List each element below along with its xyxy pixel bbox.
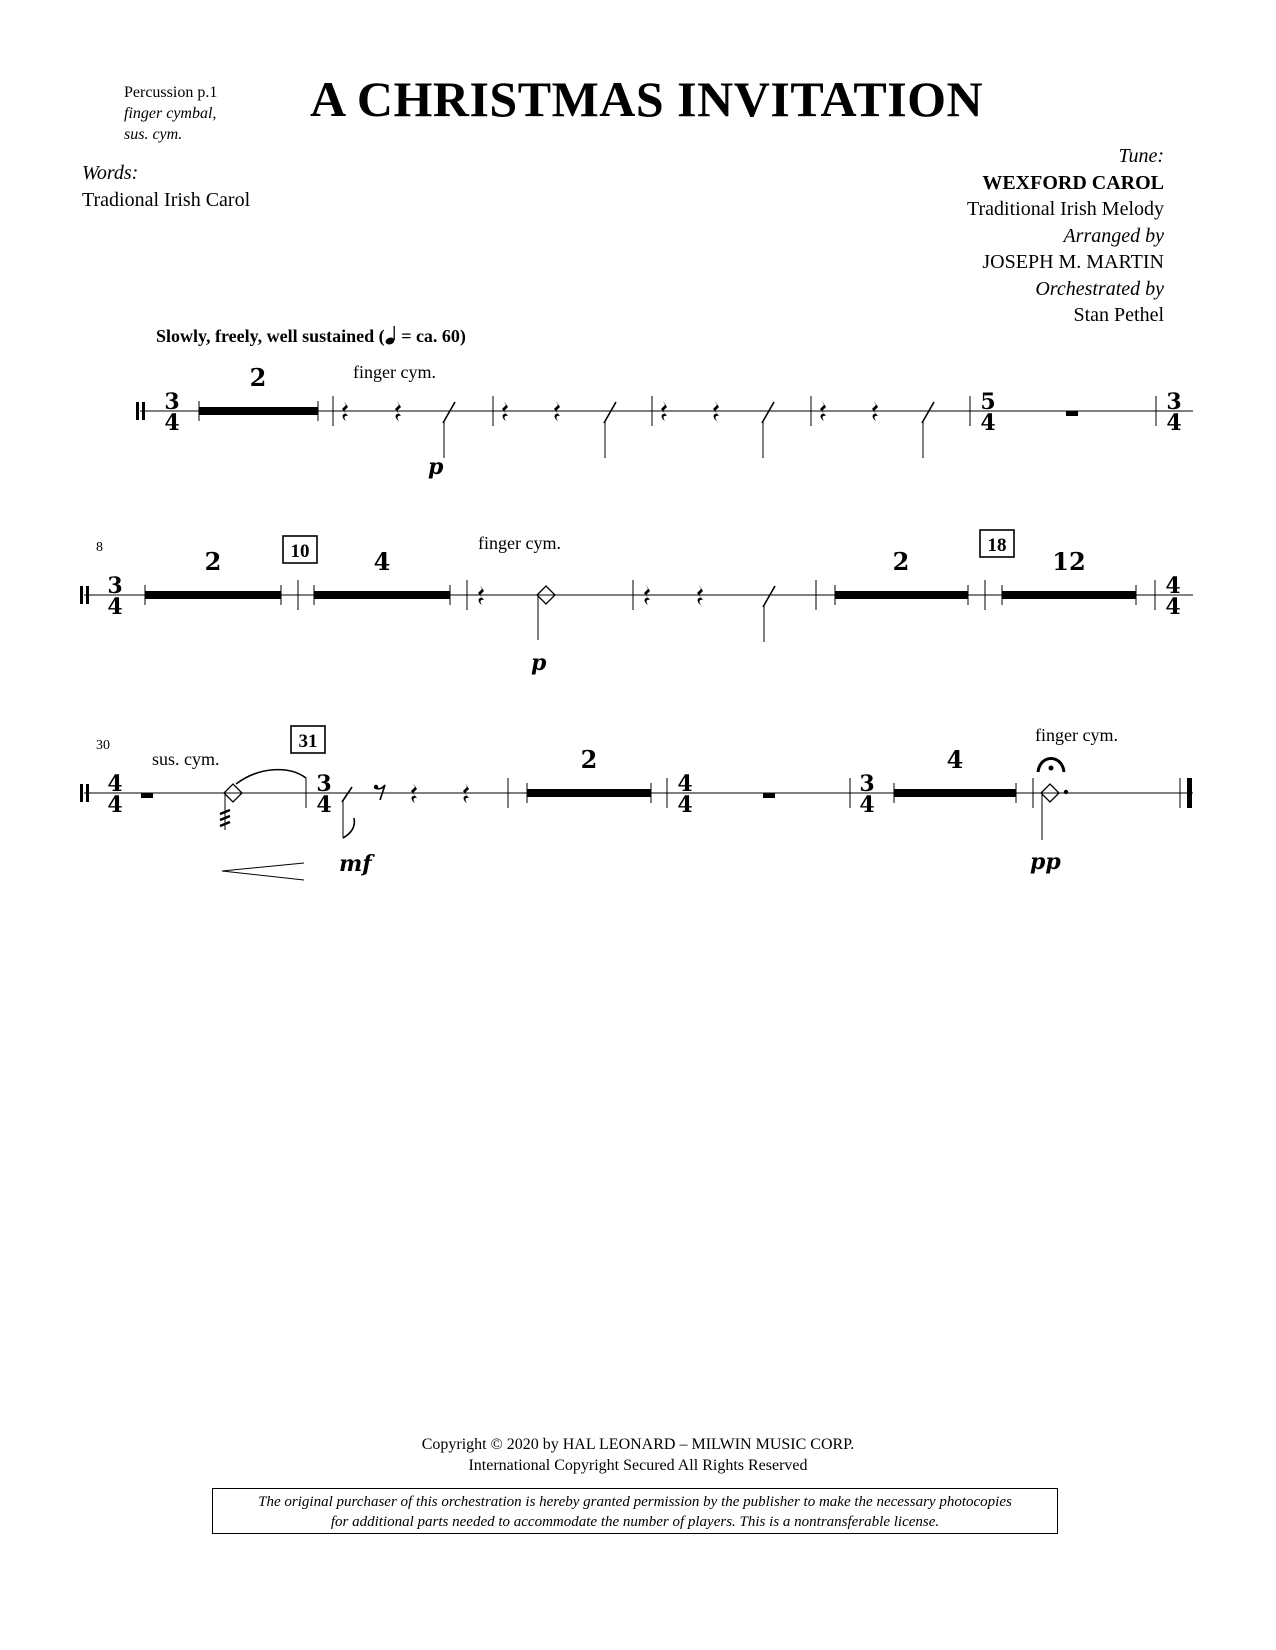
multirest-count: 4 [946,745,964,774]
tune-label: Tune: [1118,145,1164,167]
measure-number: 8 [96,540,103,555]
crescendo-hairpin [222,863,304,880]
svg-text:4: 4 [1165,594,1181,620]
svg-text:4: 4 [107,771,123,797]
whole-rest [763,793,775,798]
svg-text:4: 4 [980,410,996,436]
tempo-value: = ca. 60) [396,326,466,346]
page-title: A CHRISTMAS INVITATION [310,71,984,127]
svg-text:5: 5 [980,389,996,415]
tune-source: Traditional Irish Melody [966,198,1164,220]
time-sig-bottom: 4 [164,410,180,436]
copyright-notice [0,1434,1276,1476]
expression-text: finger cym. [478,533,561,553]
time-signature [677,771,692,818]
copyright-line-2: International Copyright Secured All Rights Reserved [468,1457,808,1474]
rehearsal-mark: 10 [290,541,310,562]
time-signature [107,573,122,620]
instrument-detail-2: sus. cym. [124,126,183,143]
rehearsal-mark: 31 [298,731,318,752]
measure-number: 30 [96,738,110,753]
svg-text:4: 4 [1165,573,1181,599]
orchestrated-label: Orchestrated by [1035,277,1164,300]
words-label: Words: [82,162,139,184]
words-source: Tradional Irish Carol [82,189,251,211]
license-box [212,1488,1058,1534]
tempo-text: Slowly, freely, well sustained ( [156,326,385,346]
copyright-line-1: Copyright © 2020 by HAL LEONARD – MILWIN MUSIC CORP. [421,1436,855,1453]
svg-text:4: 4 [677,792,693,818]
multirest-count: 12 [1052,547,1086,576]
multirest-count: 4 [373,547,391,576]
multirest-count: 2 [892,547,910,576]
svg-text:3: 3 [1166,389,1182,415]
dynamic-mark: pp [1030,849,1061,875]
expression-text: finger cym. [1035,725,1118,745]
time-signature [164,389,179,436]
svg-text:3: 3 [107,573,123,599]
dynamic-mark: mf [339,851,372,877]
half-rest [141,793,153,798]
svg-text:3: 3 [859,771,875,797]
arranged-label: Arranged by [1063,224,1164,247]
multirest-count: 2 [249,363,267,392]
time-sig-top: 3 [164,389,180,415]
license-line-1: The original purchaser of this orchestration is hereby granted permission by the publisher to make the necessary photocopies [258,1494,1012,1510]
rehearsal-mark: 18 [987,535,1007,556]
tie [236,770,306,784]
expression-text: sus. cym. [152,749,220,769]
multirest-bar [199,407,318,415]
multirest-count: 2 [580,745,598,774]
arranger-name: JOSEPH M. MARTIN [982,251,1164,273]
svg-text:4: 4 [107,594,123,620]
measure-group [342,396,970,458]
time-signature [1165,573,1180,620]
time-signature [107,771,122,818]
time-signature [980,389,995,436]
dynamic-mark: p [428,454,444,480]
svg-text:4: 4 [107,792,123,818]
instrument-detail-1: finger cymbal, [124,105,217,122]
dynamic-mark: p [531,650,547,676]
staff-system-3 [80,725,1193,880]
svg-text:3: 3 [316,771,332,797]
time-signature [316,771,331,818]
time-signature [1166,389,1181,436]
whole-rest [1066,411,1078,416]
svg-text:4: 4 [1166,410,1182,436]
svg-text:4: 4 [677,771,693,797]
staff-system-1 [136,362,1193,480]
svg-text:4: 4 [859,792,875,818]
orchestrator-name: Stan Pethel [1073,304,1164,326]
tune-name: WEXFORD CAROL [982,171,1164,194]
svg-text:4: 4 [316,792,332,818]
multirest-count: 2 [204,547,222,576]
staff-system-2 [80,530,1193,676]
time-signature [859,771,874,818]
instrument-name: Percussion p.1 [124,84,218,101]
expression-text: finger cym. [353,362,436,382]
license-line-2: for additional parts needed to accommodate the number of players. This is a nontransferable license. [330,1514,940,1530]
